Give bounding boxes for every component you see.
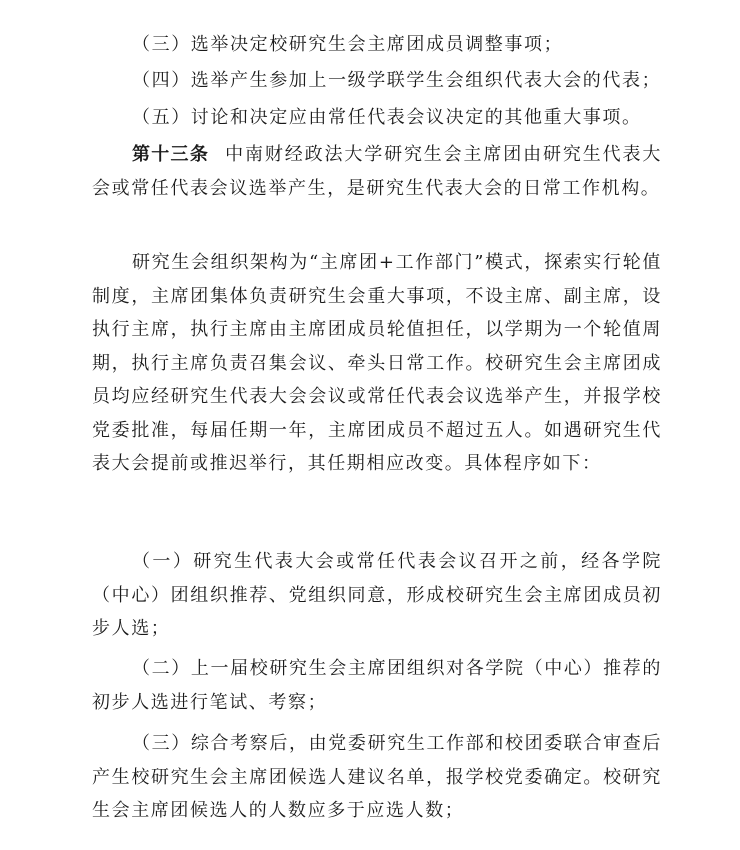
paragraph: （三）选举决定校研究生会主席团成员调整事项； — [132, 34, 564, 55]
paragraph: （四）选举产生参加上一级学联学生会组织代表大会的代表； — [132, 70, 662, 91]
paragraph: 研究生会组织架构为“主席团+工作部门”模式，探索实行轮值制度，主席团集体负责研究生会重大事项，不设主席、副主席，设执行主席，执行主席由主席团成员轮值担任，以学期为一个轮值周期，执行主席负责召集会议、牵头日常工作。校研究生会主席团成员均应经研究生代表大会会议或常任代表会议选举产生，并报学校党委批准，每届任期一年，主席团成员不超过五人。如遇研究生代表大会提前或推迟举行，其任期相应改变。具体程序如下： — [92, 252, 662, 474]
article-body: 中南财经政法大学研究生会主席团由研究生代表大会或常任代表会议选举产生，是研究生代表大会的日常工作机构。 — [92, 144, 663, 199]
paragraph: （二）上一届校研究生会主席团组织对各学院（中心）推荐的初步人选进行笔试、考察； — [92, 658, 662, 713]
article-title: 第十三条 — [132, 144, 210, 165]
paragraph: （一）研究生代表大会或常任代表会议召开之前，经各学院（中心）团组织推荐、党组织同意，形成校研究生会主席团成员初步人选； — [92, 551, 662, 639]
paragraph: （三）综合考察后，由党委研究生工作部和校团委联合审查后产生校研究生会主席团候选人建议名单，报学校党委确定。校研究生会主席团候选人的人数应多于应选人数； — [92, 733, 662, 821]
article-paragraph — [92, 138, 662, 205]
paragraph: （五）讨论和决定应由常任代表会议决定的其他重大事项。 — [132, 107, 642, 128]
